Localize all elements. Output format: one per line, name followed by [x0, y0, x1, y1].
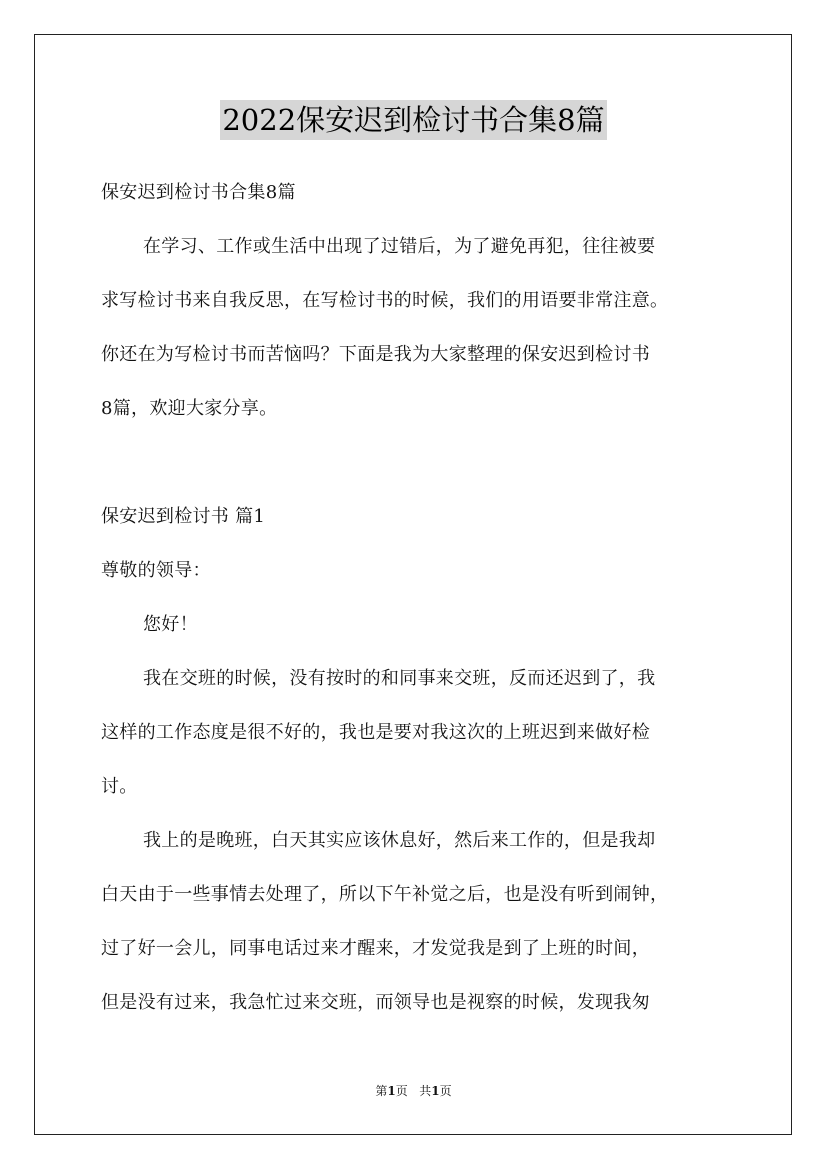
total-pages: 1: [431, 1084, 440, 1098]
section-heading: 保安迟到检讨书 篇1: [101, 506, 266, 527]
document-title: 2022保安迟到检讨书合集8篇: [220, 100, 606, 140]
intro-line: 在学习、工作或生活中出现了过错后，为了避免再犯，往往被要: [143, 236, 656, 257]
paragraph-line: 过了好一会儿，同事电话过来才醒来，才发觉我是到了上班的时间，: [101, 938, 650, 959]
total-label-prefix: 共: [419, 1084, 432, 1098]
document-subtitle: 保安迟到检讨书合集8篇: [101, 182, 296, 203]
page-footer: [0, 1083, 827, 1099]
page-label-suffix: 页: [395, 1084, 408, 1098]
intro-line: 求写检讨书来自我反思，在写检讨书的时候，我们的用语要非常注意。: [101, 290, 669, 311]
paragraph-line: 讨。: [101, 776, 138, 797]
paragraph-line: 但是没有过来，我急忙过来交班，而领导也是视察的时候，发现我匆: [101, 992, 650, 1013]
greeting: 您好！: [143, 614, 198, 635]
page-label-prefix: 第: [375, 1084, 388, 1098]
title-container: [0, 100, 827, 140]
paragraph-line: 我上的是晚班，白天其实应该休息好，然后来工作的，但是我却: [143, 830, 656, 851]
total-label-suffix: 页: [439, 1084, 452, 1098]
page-number: 1: [387, 1084, 396, 1098]
paragraph-line: 我在交班的时候，没有按时的和同事来交班，反而还迟到了，我: [143, 668, 656, 689]
paragraph-line: 白天由于一些事情去处理了，所以下午补觉之后，也是没有听到闹钟，: [101, 884, 669, 905]
intro-line: 你还在为写检讨书而苦恼吗？下面是我为大家整理的保安迟到检讨书: [101, 344, 650, 365]
intro-line: 8篇，欢迎大家分享。: [101, 398, 278, 419]
paragraph-line: 这样的工作态度是很不好的，我也是要对我这次的上班迟到来做好检: [101, 722, 650, 743]
salutation: 尊敬的领导：: [101, 560, 211, 581]
